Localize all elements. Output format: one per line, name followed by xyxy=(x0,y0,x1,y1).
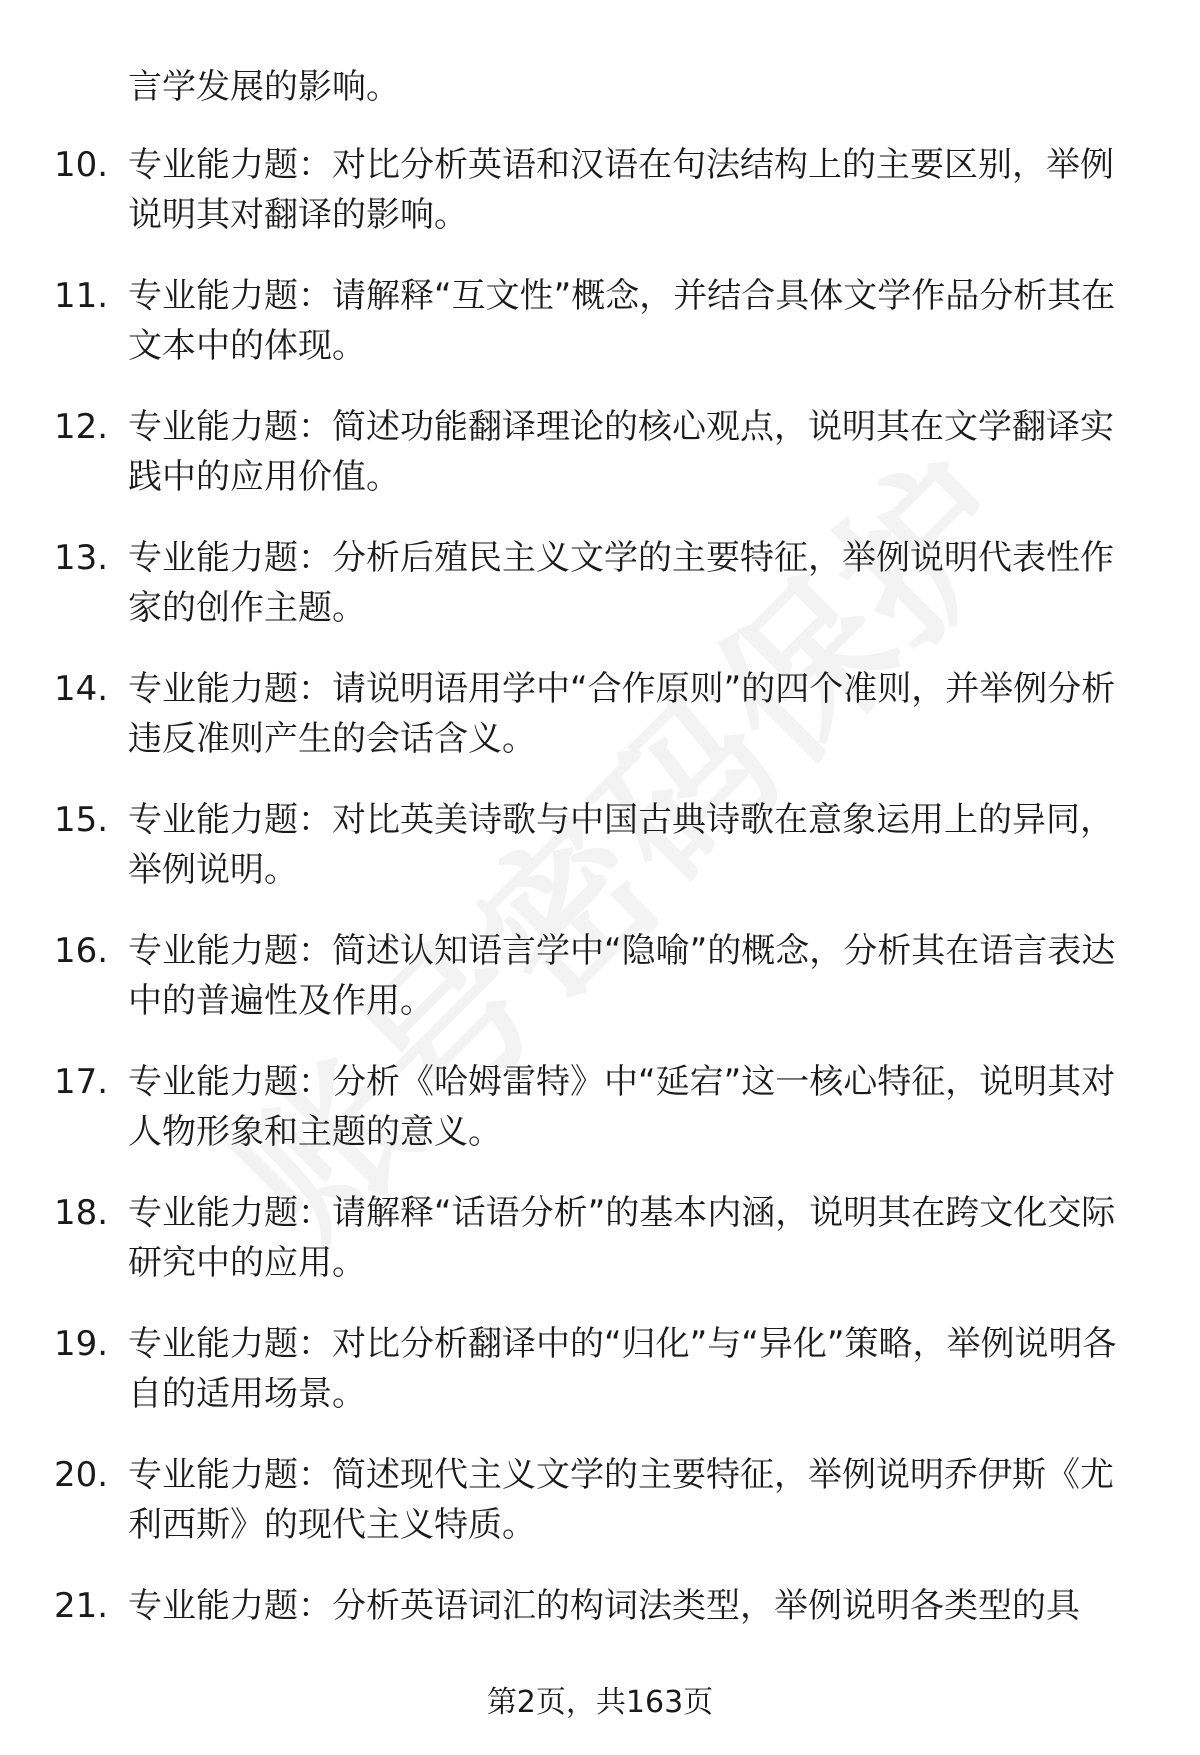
question-text: 专业能力题：对比分析英语和汉语在句法结构上的主要区别，举例说明其对翻译的影响。 xyxy=(128,145,1114,235)
question-number: 11. xyxy=(54,276,109,316)
question-item-15 xyxy=(0,795,1200,926)
page-footer: 第2页，共163页 xyxy=(486,1685,714,1720)
question-number: 10. xyxy=(54,145,109,185)
question-text: 专业能力题：分析后殖民主义文学的主要特征，举例说明代表性作家的创作主题。 xyxy=(128,538,1114,628)
question-text: 专业能力题：简述认知语言学中“隐喻”的概念，分析其在语言表达中的普遍性及作用。 xyxy=(128,931,1116,1021)
question-text: 专业能力题：请解释“话语分析”的基本内涵，说明其在跨文化交际研究中的应用。 xyxy=(128,1193,1116,1283)
question-number: 20. xyxy=(54,1455,109,1495)
question-number: 21. xyxy=(54,1586,109,1626)
question-list xyxy=(0,140,1200,1712)
question-number: 17. xyxy=(54,1062,109,1102)
question-item-20 xyxy=(0,1450,1200,1581)
question-text: 专业能力题：对比英美诗歌与中国古典诗歌在意象运用上的异同，举例说明。 xyxy=(128,800,1114,890)
question-item-14 xyxy=(0,664,1200,795)
continuation-text: 言学发展的影响。 xyxy=(128,67,400,107)
question-number: 18. xyxy=(54,1193,109,1233)
question-number: 15. xyxy=(54,800,109,840)
question-item-11 xyxy=(0,271,1200,402)
question-number: 16. xyxy=(54,931,109,971)
question-item-17 xyxy=(0,1057,1200,1188)
question-text: 专业能力题：分析《哈姆雷特》中“延宕”这一核心特征，说明其对人物形象和主题的意义。 xyxy=(128,1062,1116,1152)
question-text: 专业能力题：简述功能翻译理论的核心观点，说明其在文学翻译实践中的应用价值。 xyxy=(128,407,1114,497)
question-item-18 xyxy=(0,1188,1200,1319)
question-text: 专业能力题：简述现代主义文学的主要特征，举例说明乔伊斯《尤利西斯》的现代主义特质。 xyxy=(128,1455,1114,1545)
question-item-10 xyxy=(0,140,1200,271)
question-text: 专业能力题：对比分析翻译中的“归化”与“异化”策略，举例说明各自的适用场景。 xyxy=(128,1324,1117,1414)
question-item-12 xyxy=(0,402,1200,533)
question-text: 专业能力题：请说明语用学中“合作原则”的四个准则，并举例分析违反准则产生的会话含义。 xyxy=(128,669,1116,759)
question-text: 专业能力题：分析英语词汇的构词法类型，举例说明各类型的具 xyxy=(128,1586,1080,1626)
question-number: 14. xyxy=(54,669,109,709)
question-number: 13. xyxy=(54,538,109,578)
question-number: 19. xyxy=(54,1324,109,1364)
question-number: 12. xyxy=(54,407,109,447)
question-item-16 xyxy=(0,926,1200,1057)
question-text: 专业能力题：请解释“互文性”概念，并结合具体文学作品分析其在文本中的体现。 xyxy=(128,276,1116,366)
question-item-19 xyxy=(0,1319,1200,1450)
question-item-13 xyxy=(0,533,1200,664)
